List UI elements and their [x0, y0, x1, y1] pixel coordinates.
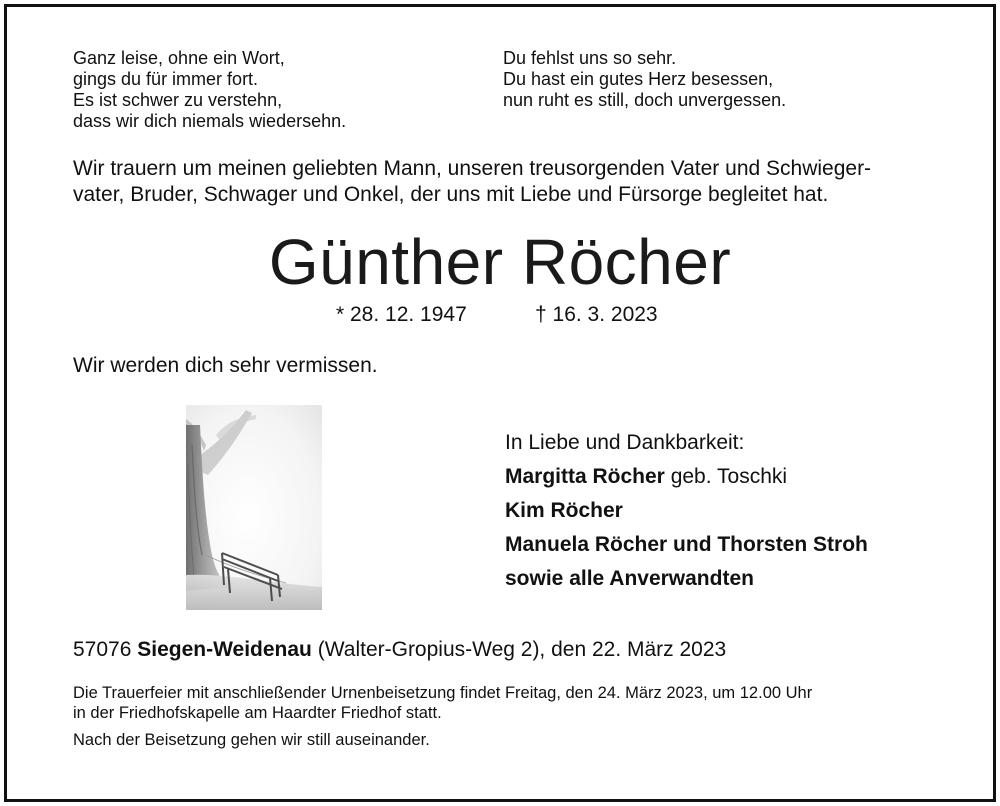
mourner-birth-name: geb. Toschki	[664, 465, 788, 488]
poem-line: nun ruht es still, doch unvergessen.	[503, 90, 787, 110]
poem-right	[503, 48, 786, 111]
note-line: Nach der Beisetzung gehen wir still auseinander.	[73, 731, 430, 749]
note-line: in der Friedhofskapelle am Haardter Friedhof statt.	[73, 704, 442, 722]
mourner-others: sowie alle Anverwandten	[505, 567, 754, 590]
place-and-date	[73, 637, 726, 663]
deceased-name: Günther Röcher	[268, 226, 732, 298]
intro-text	[73, 156, 871, 208]
poem-line: dass wir dich niemals wiedersehn.	[73, 111, 347, 131]
poem-left	[73, 48, 346, 132]
note-line: Die Trauerfeier mit anschließender Urnenbeisetzung findet Freitag, den 24. März 2023, um 12.00 Uhr	[73, 684, 813, 702]
poem-line: Es ist schwer zu verstehn,	[73, 90, 283, 110]
mourner-name: Manuela Röcher und Thorsten Stroh	[505, 533, 868, 556]
intro-line: vater, Bruder, Schwager und Onkel, der uns mit Liebe und Fürsorge begleitet hat.	[73, 183, 829, 206]
death-date: † 16. 3. 2023	[535, 303, 658, 326]
city: Siegen-Weidenau	[137, 638, 312, 661]
poem-line: gings du für immer fort.	[73, 69, 259, 89]
poem-line: Du fehlst uns so sehr.	[503, 48, 677, 68]
mourner-row	[505, 498, 868, 532]
intro-line: Wir trauern um meinen geliebten Mann, unseren treusorgenden Vater und Schwieger-	[73, 157, 872, 180]
mourner-name: Margitta Röcher	[505, 465, 665, 488]
mourners-heading: In Liebe und Dankbarkeit:	[505, 431, 745, 454]
mourner-row	[505, 566, 868, 600]
address-and-date: (Walter-Gropius-Weg 2), den 22. März 2023	[311, 638, 727, 661]
postal-code: 57076	[73, 638, 138, 661]
mourners-list	[505, 430, 868, 600]
funeral-notes	[73, 683, 812, 750]
miss-text: Wir werden dich sehr vermissen.	[73, 354, 378, 377]
tree-and-bench-drawing-icon	[186, 405, 322, 610]
mourner-name: Kim Röcher	[505, 499, 623, 522]
poem-line: Ganz leise, ohne ein Wort,	[73, 48, 285, 68]
mourner-row	[505, 532, 868, 566]
mourner-row	[505, 464, 868, 498]
poem-line: Du hast ein gutes Herz besessen,	[503, 69, 774, 89]
birth-date: * 28. 12. 1947	[336, 303, 467, 326]
